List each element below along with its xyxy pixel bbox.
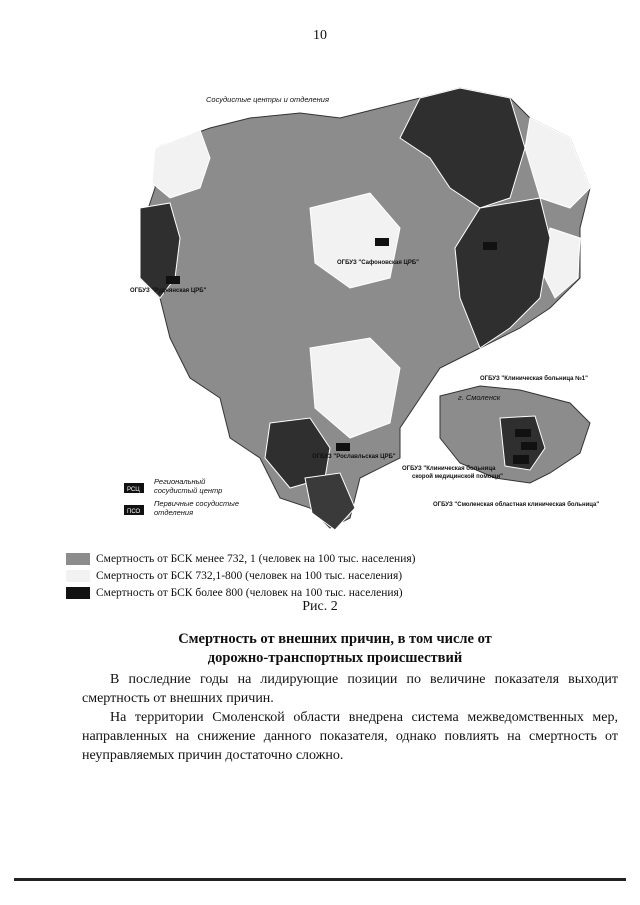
legend-item-mid — [66, 569, 402, 583]
figure-caption: Рис. 2 — [302, 599, 338, 614]
region-map — [100, 78, 620, 543]
bottom-rule — [14, 878, 626, 881]
pso-marker-inset-2 — [521, 442, 537, 450]
legend-label-low: Смертность от БСК менее 732, 1 (человек на 100 тыс. населения) — [96, 553, 416, 565]
map-legend-pso-line2: отделения — [154, 508, 194, 517]
paragraph-1: В последние годы на лидирующие позиции по величине показателя выходит смертность от внешних причин. — [82, 672, 618, 706]
pso-code: ПСО — [127, 509, 141, 515]
legend-label-high: Смертность от БСК более 800 (человек на 100 тыс. населения) — [96, 587, 403, 599]
map-legend-pso-line1: Первичные сосудистые — [154, 499, 239, 508]
inset-title: г. Смоленск — [458, 393, 501, 402]
legend-item-low — [66, 552, 415, 566]
pso-marker-inset-1 — [515, 429, 531, 437]
legend-item-high — [66, 586, 403, 600]
rsc-code: РСЦ — [127, 487, 140, 493]
section-heading-line1: Смертность от внешних причин, в том числе от — [178, 631, 492, 647]
legend-swatch-high — [66, 587, 90, 599]
paragraph-2: На территории Смоленской области внедрена система межведомственных мер, направленных на снижение данного показателя, однако повлиять на смертность от неуправляемых причин достаточно сложно. — [82, 710, 618, 763]
hospital-label-rudnya: ОГБУЗ "Руднянская ЦРБ" — [130, 288, 207, 294]
hospital-label-safonovo: ОГБУЗ "Сафоновская ЦРБ" — [337, 260, 420, 266]
pso-marker-safonovo — [375, 238, 389, 246]
hospital-label-emergency-2: скорой медицинской помощи" — [412, 474, 503, 480]
rsc-marker-inset — [513, 455, 529, 464]
pso-marker-roslavl — [336, 443, 350, 451]
pso-marker-rudnya — [166, 276, 180, 284]
hospital-label-roslavl: ОГБУЗ "Рославльская ЦРБ" — [312, 454, 396, 460]
pso-marker-east — [483, 242, 497, 250]
hospital-label-regional: ОГБУЗ "Смоленская областная клиническая больница" — [433, 502, 600, 508]
legend-swatch-mid — [66, 570, 90, 582]
legend-swatch-low — [66, 553, 90, 565]
section-heading — [150, 630, 520, 668]
hospital-label-emergency-1: ОГБУЗ "Клиническая больница — [402, 466, 496, 472]
map-title: Сосудистые центры и отделения — [206, 95, 329, 104]
legend-label-mid: Смертность от БСК 732,1-800 (человек на 100 тыс. населения) — [96, 570, 403, 582]
hospital-label-kb1: ОГБУЗ "Клиническая больница №1" — [480, 376, 588, 382]
map-legend-rsc-line2: сосудистый центр — [154, 486, 223, 495]
map-legend-rsc-line1: Региональный — [154, 477, 206, 486]
page-number: 10 — [313, 28, 327, 43]
section-heading-line2: дорожно-транспортных происшествий — [207, 650, 463, 666]
